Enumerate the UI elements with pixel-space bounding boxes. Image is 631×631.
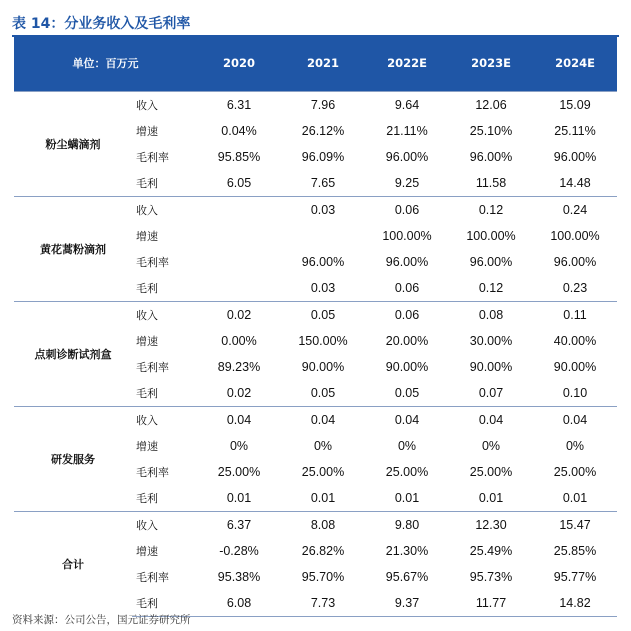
value-cell: 0.08: [449, 302, 533, 329]
value-cell: 96.00%: [469, 255, 513, 269]
value-cell: 9.37: [365, 590, 449, 617]
value-cell: 25.00%: [469, 465, 513, 479]
value-cell: 12.06: [449, 92, 533, 119]
value-cell: 95.73%: [469, 570, 513, 584]
value-cell: 96.00%: [469, 150, 513, 164]
value-cell: 0.01: [197, 485, 281, 512]
value-cell: 0.01: [449, 485, 533, 512]
value-cell: 12.30: [449, 512, 533, 539]
value-cell: 0%: [481, 439, 501, 453]
value-cell: 14.48: [533, 170, 617, 197]
value-cell: 7.96: [281, 92, 365, 119]
value-cell: 0.05: [281, 380, 365, 407]
value-cell: 0%: [397, 439, 417, 453]
value-cell: [197, 275, 281, 302]
value-cell: 15.09: [533, 92, 617, 119]
year-header: 2021: [281, 35, 365, 92]
segment-name: 粉尘螨滴剂: [14, 92, 132, 197]
metric-label: 毛利率: [136, 151, 169, 164]
value-cell: 90.00%: [553, 360, 597, 374]
value-cell: 0.03: [281, 275, 365, 302]
value-cell: 0.23: [533, 275, 617, 302]
value-cell: 7.65: [281, 170, 365, 197]
value-cell: 21.11%: [386, 124, 428, 138]
value-cell: 0%: [565, 439, 585, 453]
value-cell: 0.04: [281, 407, 365, 434]
value-cell: 90.00%: [301, 360, 345, 374]
value-cell: 6.05: [197, 170, 281, 197]
value-cell: 96.09%: [301, 150, 345, 164]
value-cell: 26.82%: [301, 544, 345, 558]
year-header: 2024E: [533, 35, 617, 92]
value-cell: 0%: [229, 439, 249, 453]
value-cell: 6.08: [197, 590, 281, 617]
metric-label: 毛利: [132, 275, 197, 302]
table-row: [14, 197, 617, 224]
table-row: [14, 92, 617, 119]
metric-label: 增速: [136, 335, 158, 348]
year-header: 2020: [197, 35, 281, 92]
value-cell: 0.04%: [221, 124, 257, 138]
segment-name: 点刺诊断试剂盒: [14, 302, 132, 407]
value-cell: 26.12%: [301, 124, 345, 138]
metric-label: 毛利: [132, 380, 197, 407]
value-cell: 0.04: [533, 407, 617, 434]
value-cell: 25.49%: [469, 544, 513, 558]
value-cell: 0.04: [197, 407, 281, 434]
value-cell: 0.12: [449, 275, 533, 302]
value-cell: 95.77%: [553, 570, 597, 584]
table-row: [14, 407, 617, 434]
value-cell: 0%: [313, 439, 333, 453]
value-cell: 25.11%: [554, 124, 596, 138]
value-cell: 25.00%: [553, 465, 597, 479]
value-cell: 0.01: [533, 485, 617, 512]
table-title: 表 14：分业务收入及毛利率: [12, 16, 191, 32]
value-cell: 6.37: [197, 512, 281, 539]
value-cell: 100.00%: [466, 229, 516, 243]
value-cell: 0.01: [365, 485, 449, 512]
value-cell: 25.00%: [217, 465, 261, 479]
metric-label: 毛利: [132, 590, 197, 617]
value-cell: 95.38%: [217, 570, 261, 584]
value-cell: 0.07: [449, 380, 533, 407]
value-cell: 90.00%: [385, 360, 429, 374]
value-cell: 0.01: [281, 485, 365, 512]
value-cell: 96.00%: [301, 255, 345, 269]
value-cell: 100.00%: [382, 229, 432, 243]
value-cell: 14.82: [533, 590, 617, 617]
metric-label: 收入: [132, 302, 197, 329]
year-header: 2023E: [449, 35, 533, 92]
value-cell: 0.03: [281, 197, 365, 224]
value-cell: 90.00%: [469, 360, 513, 374]
value-cell: 96.00%: [553, 150, 597, 164]
value-cell: 96.00%: [553, 255, 597, 269]
value-cell: 0.00%: [221, 334, 257, 348]
value-cell: 6.31: [197, 92, 281, 119]
metric-label: 增速: [136, 545, 158, 558]
value-cell: 9.80: [365, 512, 449, 539]
value-cell: 95.70%: [301, 570, 345, 584]
unit-label: 单位：百万元: [14, 35, 197, 92]
segment-name: 黄花蒿粉滴剂: [14, 197, 132, 302]
value-cell: 100.00%: [550, 229, 600, 243]
segment-name: 研发服务: [14, 407, 132, 512]
metric-label: 毛利率: [136, 361, 169, 374]
value-cell: 21.30%: [385, 544, 429, 558]
value-cell: 96.00%: [385, 150, 429, 164]
value-cell: 89.23%: [217, 360, 261, 374]
value-cell: 30.00%: [469, 334, 513, 348]
value-cell: 96.00%: [385, 255, 429, 269]
value-cell: 0.06: [365, 275, 449, 302]
value-cell: 15.47: [533, 512, 617, 539]
metric-label: 增速: [136, 230, 158, 243]
value-cell: 7.73: [281, 590, 365, 617]
table-row: [14, 512, 617, 539]
value-cell: 0.24: [533, 197, 617, 224]
value-cell: 9.64: [365, 92, 449, 119]
value-cell: 25.10%: [469, 124, 513, 138]
value-cell: 0.06: [365, 302, 449, 329]
value-cell: 40.00%: [553, 334, 597, 348]
value-cell: [197, 249, 281, 275]
value-cell: [197, 197, 281, 224]
metric-label: 收入: [132, 92, 197, 119]
value-cell: 9.25: [365, 170, 449, 197]
metric-label: 增速: [136, 440, 158, 453]
value-cell: [197, 223, 281, 249]
value-cell: 20.00%: [385, 334, 429, 348]
metric-label: 收入: [132, 197, 197, 224]
value-cell: 0.02: [197, 380, 281, 407]
value-cell: 0.05: [281, 302, 365, 329]
table-body: [14, 92, 617, 617]
metric-label: 毛利率: [136, 571, 169, 584]
year-header: 2022E: [365, 35, 449, 92]
metric-label: 增速: [136, 125, 158, 138]
value-cell: 0.10: [533, 380, 617, 407]
value-cell: 0.12: [449, 197, 533, 224]
header-row: [14, 35, 617, 92]
value-cell: 95.67%: [385, 570, 429, 584]
value-cell: 11.77: [449, 590, 533, 617]
value-cell: -0.28%: [219, 544, 259, 558]
value-cell: 0.04: [449, 407, 533, 434]
value-cell: [281, 223, 365, 249]
value-cell: 0.02: [197, 302, 281, 329]
value-cell: 0.05: [365, 380, 449, 407]
segment-name: 合计: [14, 512, 132, 617]
source-note: 资料来源：公司公告，国元证券研究所: [12, 614, 191, 626]
metric-label: 毛利率: [136, 256, 169, 269]
value-cell: 25.00%: [301, 465, 345, 479]
business-revenue-table: [14, 35, 617, 617]
value-cell: 8.08: [281, 512, 365, 539]
value-cell: 11.58: [449, 170, 533, 197]
table-row: [14, 302, 617, 329]
value-cell: 95.85%: [217, 150, 261, 164]
metric-label: 毛利率: [136, 466, 169, 479]
metric-label: 收入: [132, 407, 197, 434]
value-cell: 150.00%: [298, 334, 348, 348]
metric-label: 收入: [132, 512, 197, 539]
value-cell: 25.85%: [553, 544, 597, 558]
value-cell: 25.00%: [385, 465, 429, 479]
metric-label: 毛利: [132, 170, 197, 197]
metric-label: 毛利: [132, 485, 197, 512]
value-cell: 0.04: [365, 407, 449, 434]
value-cell: 0.06: [365, 197, 449, 224]
value-cell: 0.11: [533, 302, 617, 329]
